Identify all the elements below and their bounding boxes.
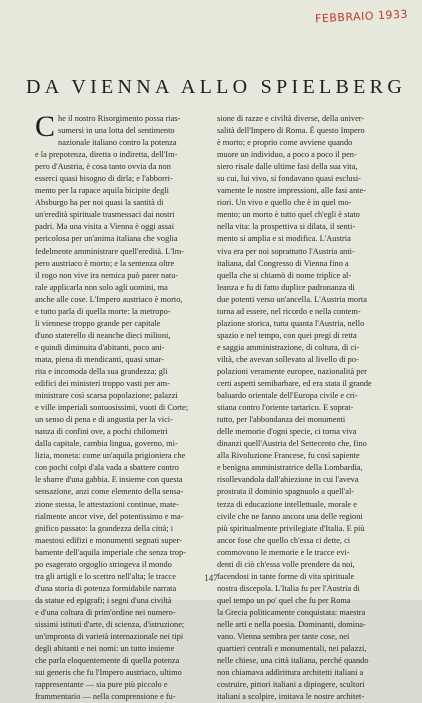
text-line: da statue ed epigrafi; i segni d'una civiltà xyxy=(35,595,172,605)
text-line: un senso di pena e di angustia per la vici- xyxy=(35,415,173,425)
text-line: italiana, dal Congresso di Vienna fino a xyxy=(217,258,349,268)
text-line: anche alle cose. L'Impero austriaco è morto, xyxy=(35,294,183,304)
text-line: quel tempo un po' quel che fu per Roma xyxy=(217,595,351,605)
text-line: bamente dell'aquila imperiale che senza trop- xyxy=(35,547,186,557)
text-line: mata, piena di mendicanti, quasi smar- xyxy=(35,354,164,364)
left-text-column xyxy=(35,110,212,703)
text-line: sumersi in una lotta del sentimento xyxy=(58,126,175,136)
text-line: lizia, moneta: come un'aquila prigioniera che xyxy=(35,451,186,461)
text-line: certi aspetti semibarbare, ed era stata il grande xyxy=(217,379,372,389)
text-line: spazio e nel tempo, con quei pregi di retta xyxy=(217,330,357,340)
text-line: ministrare così scarsa popolazione; palazzi xyxy=(35,391,178,401)
text-line: riori. Un vivo e quello che è in quel mo- xyxy=(217,198,352,208)
text-line: esserci quasi bisogno di dirla; e l'abborri- xyxy=(35,174,173,184)
text-line: commovono le memorie e le tracce evi- xyxy=(217,547,350,557)
text-line: sione di razze e civiltà diverse, della univer- xyxy=(217,114,365,123)
text-line: più spiritualmente privilegiate d'Italia. E più xyxy=(217,523,365,533)
text-line: è morto; e proprio come avviene quando xyxy=(217,138,353,148)
text-line: e la prepotenza, diretta o indiretta, dell'Im- xyxy=(35,150,178,160)
text-line: facendosi in tante forme di vita spirituale xyxy=(217,571,355,581)
text-line: salità dell'Impero di Roma. È questo Impero xyxy=(217,126,365,136)
text-line: maestosi edifizi e monumenti segnati super- xyxy=(35,535,182,545)
text-line: nanza di confini ove, a pochi chilometri xyxy=(35,427,168,437)
text-line: vano. Vienna sembra per tante cose, nei xyxy=(217,632,350,642)
text-line: italiani a scolpire, imitava le nostre architet- xyxy=(217,692,365,702)
text-line: tutto, per l'abbondanza dei monumenti xyxy=(217,415,346,425)
text-line: rappresentante — sia pure più piccolo e xyxy=(35,680,168,690)
text-line: tra gli artigli e lo scettro nell'alta; le tracce xyxy=(35,571,176,581)
text-line: pero d'Austria, è cosa tanto ovvia da non xyxy=(35,162,171,172)
text-line: e saggia amministrazione, di coltura, di ci- xyxy=(217,342,360,352)
text-line: nella vita: la prospettiva si dilata, il senti- xyxy=(217,222,356,232)
text-line: il rogo non vive ira nemica può parer natu- xyxy=(35,270,179,280)
text-line: siero risale dalle ultime fasi della sua vita, xyxy=(217,162,358,172)
text-line: dinanzi quell'Austria del Settecento che, fino xyxy=(217,439,367,449)
text-line: degli abitanti e nei nomi: un tutto insieme xyxy=(35,644,175,654)
text-line: muore un individuo, a poco a poco il pen- xyxy=(217,150,357,160)
text-line: alla Rivoluzione Francese, fu così sapiente xyxy=(217,451,360,461)
text-line: polazioni veramente europee, nazionalità per xyxy=(217,366,367,376)
text-line: un'eredità spirituale trasmessaci dai nostri xyxy=(35,210,175,220)
text-line: la Grecia politicamente conquistata: maestra xyxy=(217,607,366,617)
text-line: fedelmente amministrare quell'eredità. L'Im- xyxy=(35,246,184,256)
text-line: delle memorie d'ogni specie, ci torna viva xyxy=(217,427,357,437)
text-line: le sbarre d'una gabbia. E insieme con questa xyxy=(35,475,183,485)
text-line: quartieri centrali e monumentali, nei palazzi, xyxy=(217,644,367,654)
handwritten-date-note: FEBBRAIO 1933 xyxy=(314,7,409,26)
text-line: gnifico passato: la grandezza della città; i xyxy=(35,523,174,533)
text-line: d'una storia di potenza formidabile narrata xyxy=(35,583,177,593)
text-line: pericolosa per un'anima italiana che voglia xyxy=(35,234,178,244)
text-line: leanza e fu di fatto duplice padronanza di xyxy=(217,282,355,292)
text-line: dalla capitale, cambia lingua, governo, mi- xyxy=(35,439,178,449)
text-line: frammentario — nella comprensione e fu- xyxy=(35,692,176,702)
text-line: ancor fose che quello ch'essa ci dette, ci xyxy=(217,535,351,545)
right-text-column xyxy=(217,113,394,703)
text-line: sui generis che fu l'Impero austriaco, ultimo xyxy=(35,668,182,678)
article-title: DA VIENNA ALLO SPIELBERG xyxy=(26,76,407,98)
text-line: po esagerato orgoglio stringeva il mondo xyxy=(35,559,172,569)
text-line: d'uno staterello di neanche dieci milioni, xyxy=(35,330,171,340)
text-line: mento si amplia e si modifica. L'Austria xyxy=(217,234,351,244)
text-line: nelle chiese, una città italiana, perché quando xyxy=(217,656,369,666)
text-line: con pochi colpi d'ala vada a sbattere contro xyxy=(35,463,179,473)
text-line: zione stessa, le attestazioni continue, mate- xyxy=(35,499,179,509)
text-line: su cui, lui vivo, si fondavano quasi esclusi- xyxy=(217,174,361,184)
text-line: sissimi istituti d'arte, di scienza, d'istruzione; xyxy=(35,619,185,629)
text-line: plazione storica, tutta quanta l'Austria, nello xyxy=(217,318,365,328)
text-line: li viennese troppo grande per capitale xyxy=(35,318,161,328)
text-line: torna ad essere, nel ricordo e nella contem- xyxy=(217,306,361,316)
text-line: e quindi diminuita d'abitanti, poco ani- xyxy=(35,342,165,352)
page-number: 147 xyxy=(204,573,218,583)
text-line: nostra discepola. L'Italia fu per l'Austria di xyxy=(217,583,360,593)
text-line: pero austriaco è morto; e la sentenza oltre xyxy=(35,258,175,268)
text-line: e benigna amministratrice della Lombardia, xyxy=(217,463,363,473)
text-line: prostrata il dominio spagnuolo a quell'al- xyxy=(217,487,355,497)
text-line: e ville imperiali sontuosissimi, vuoti di Corte; xyxy=(35,403,189,413)
text-line: vamente le nostre impressioni, alle fasi ante- xyxy=(217,186,366,196)
drop-cap: C xyxy=(35,110,56,143)
text-line: baluardo orientale dell'Europa civile e cri- xyxy=(217,391,358,401)
text-line: viva era per noi soprattutto l'Austria anti- xyxy=(217,246,355,256)
text-line: rita e incomoda della sua grandezza; gli xyxy=(35,366,168,376)
text-line: e tutto parla di quella morte: la metropo- xyxy=(35,306,171,316)
text-line: rale applicarla non solo agli uomini, ma xyxy=(35,282,168,292)
text-line: stiana contro l'oriente tartarico. E soprat- xyxy=(217,403,354,413)
text-line: costruire, pittori italiani a dipingere, scultori xyxy=(217,680,365,690)
text-line: civile che ne fanno ancora una delle regioni xyxy=(217,511,363,521)
text-line: edifici dei ministeri troppo vasti per am- xyxy=(35,379,170,389)
text-line: sensazione, anzi come elemento della sensa- xyxy=(35,487,184,497)
text-line: nazionale italiano contro la potenza xyxy=(58,138,177,148)
text-line: tezza di educazione intellettuale, morale e xyxy=(217,499,357,509)
text-line: mento per la rapace aquila bicipite degli xyxy=(35,186,169,196)
text-line: due potenti verso un'ancella. L'Austria morta xyxy=(217,294,367,304)
text-line: risollevandola dall'abiezione in cui l'aveva xyxy=(217,475,359,485)
text-line: Absburgo ha per noi quasi la santità di xyxy=(35,198,164,208)
text-line: viltà, che avevan sollevato al livello di po- xyxy=(217,354,359,364)
text-line: padri. Ma una visita a Vienna è oggi assai xyxy=(35,222,175,232)
text-line: e d'una coltura di prim'ordine nei numero- xyxy=(35,607,176,617)
text-line: he il nostro Risorgimento possa rias- xyxy=(58,114,181,123)
text-line: quella che si chiamò di nome triplice al- xyxy=(217,270,352,280)
text-line: che parla eloquentemente di quella potenza xyxy=(35,656,180,666)
text-line: mento; un morto è tutto quel ch'egli è stato xyxy=(217,210,360,220)
text-line: nelle arti e nella poesia. Dominanti, domina- xyxy=(217,619,366,629)
text-line: rialmente ancor vive, del potentissimo e ma- xyxy=(35,511,184,521)
text-line: denti di ciò ch'essa volle prendere da noi, xyxy=(217,559,355,569)
text-line: un'impronta di varietà internazionale nei tipi xyxy=(35,632,184,642)
text-line: non chiamava addirittura architetti italiani a xyxy=(217,668,364,678)
